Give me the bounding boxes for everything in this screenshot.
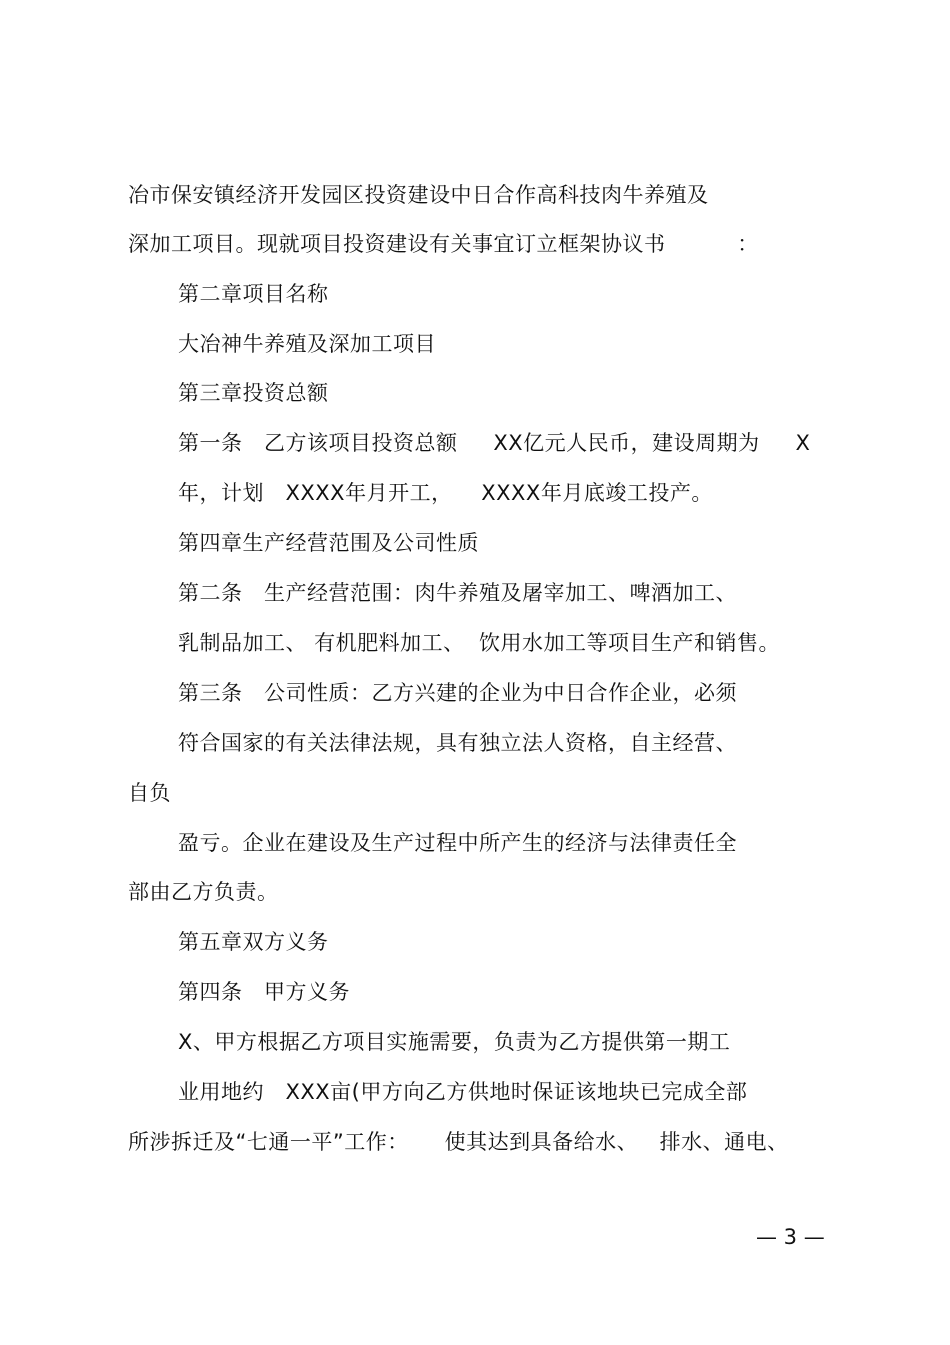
text-line: 所涉拆迁及“七通一平”工作： 使其达到具备给水、 排水、通电、 — [128, 1130, 789, 1154]
text-line: 第二条 生产经营范围：肉牛养殖及屠宰加工、啤酒加工、 — [178, 581, 738, 605]
text-line: 业用地约 XXX亩(甲方向乙方供地时保证该地块已完成全部 — [178, 1080, 748, 1104]
chapter-heading: 第四章生产经营范围及公司性质 — [178, 531, 479, 555]
page-number: — 3 — — [756, 1225, 825, 1249]
text-line: X、甲方根据乙方项目实施需要，负责为乙方提供第一期工 — [178, 1030, 731, 1054]
text-line: 大冶神牛养殖及深加工项目 — [178, 332, 436, 356]
text-line: 冶市保安镇经济开发园区投资建设中日合作高科技肉牛养殖及 — [128, 183, 709, 207]
text-line: 年，计划 XXXX年月开工， XXXX年月底竣工投产。 — [178, 481, 713, 505]
text-line: 第三条 公司性质：乙方兴建的企业为中日合作企业，必须 — [178, 681, 738, 705]
text-line: 符合国家的有关法律法规，具有独立法人资格，自主经营、 — [178, 731, 737, 755]
chapter-heading: 第三章投资总额 — [178, 381, 329, 405]
text-line: 乳制品加工、 有机肥料加工、 饮用水加工等项目生产和销售。 — [178, 631, 781, 655]
text-line: 自负 — [128, 781, 171, 805]
text-line: 部由乙方负责。 — [128, 880, 279, 904]
text-line: 第一条 乙方该项目投资总额 XX亿元人民币，建设周期为 X — [178, 431, 811, 455]
chapter-heading: 第五章双方义务 — [178, 930, 329, 954]
chapter-heading: 第二章项目名称 — [178, 282, 329, 306]
text-line: 盈亏。企业在建设及生产过程中所产生的经济与法律责任全 — [178, 831, 737, 855]
text-line: 深加工项目。现就项目投资建设有关事宜订立框架协议书 ： — [128, 232, 759, 256]
text-line: 第四条 甲方义务 — [178, 980, 351, 1004]
